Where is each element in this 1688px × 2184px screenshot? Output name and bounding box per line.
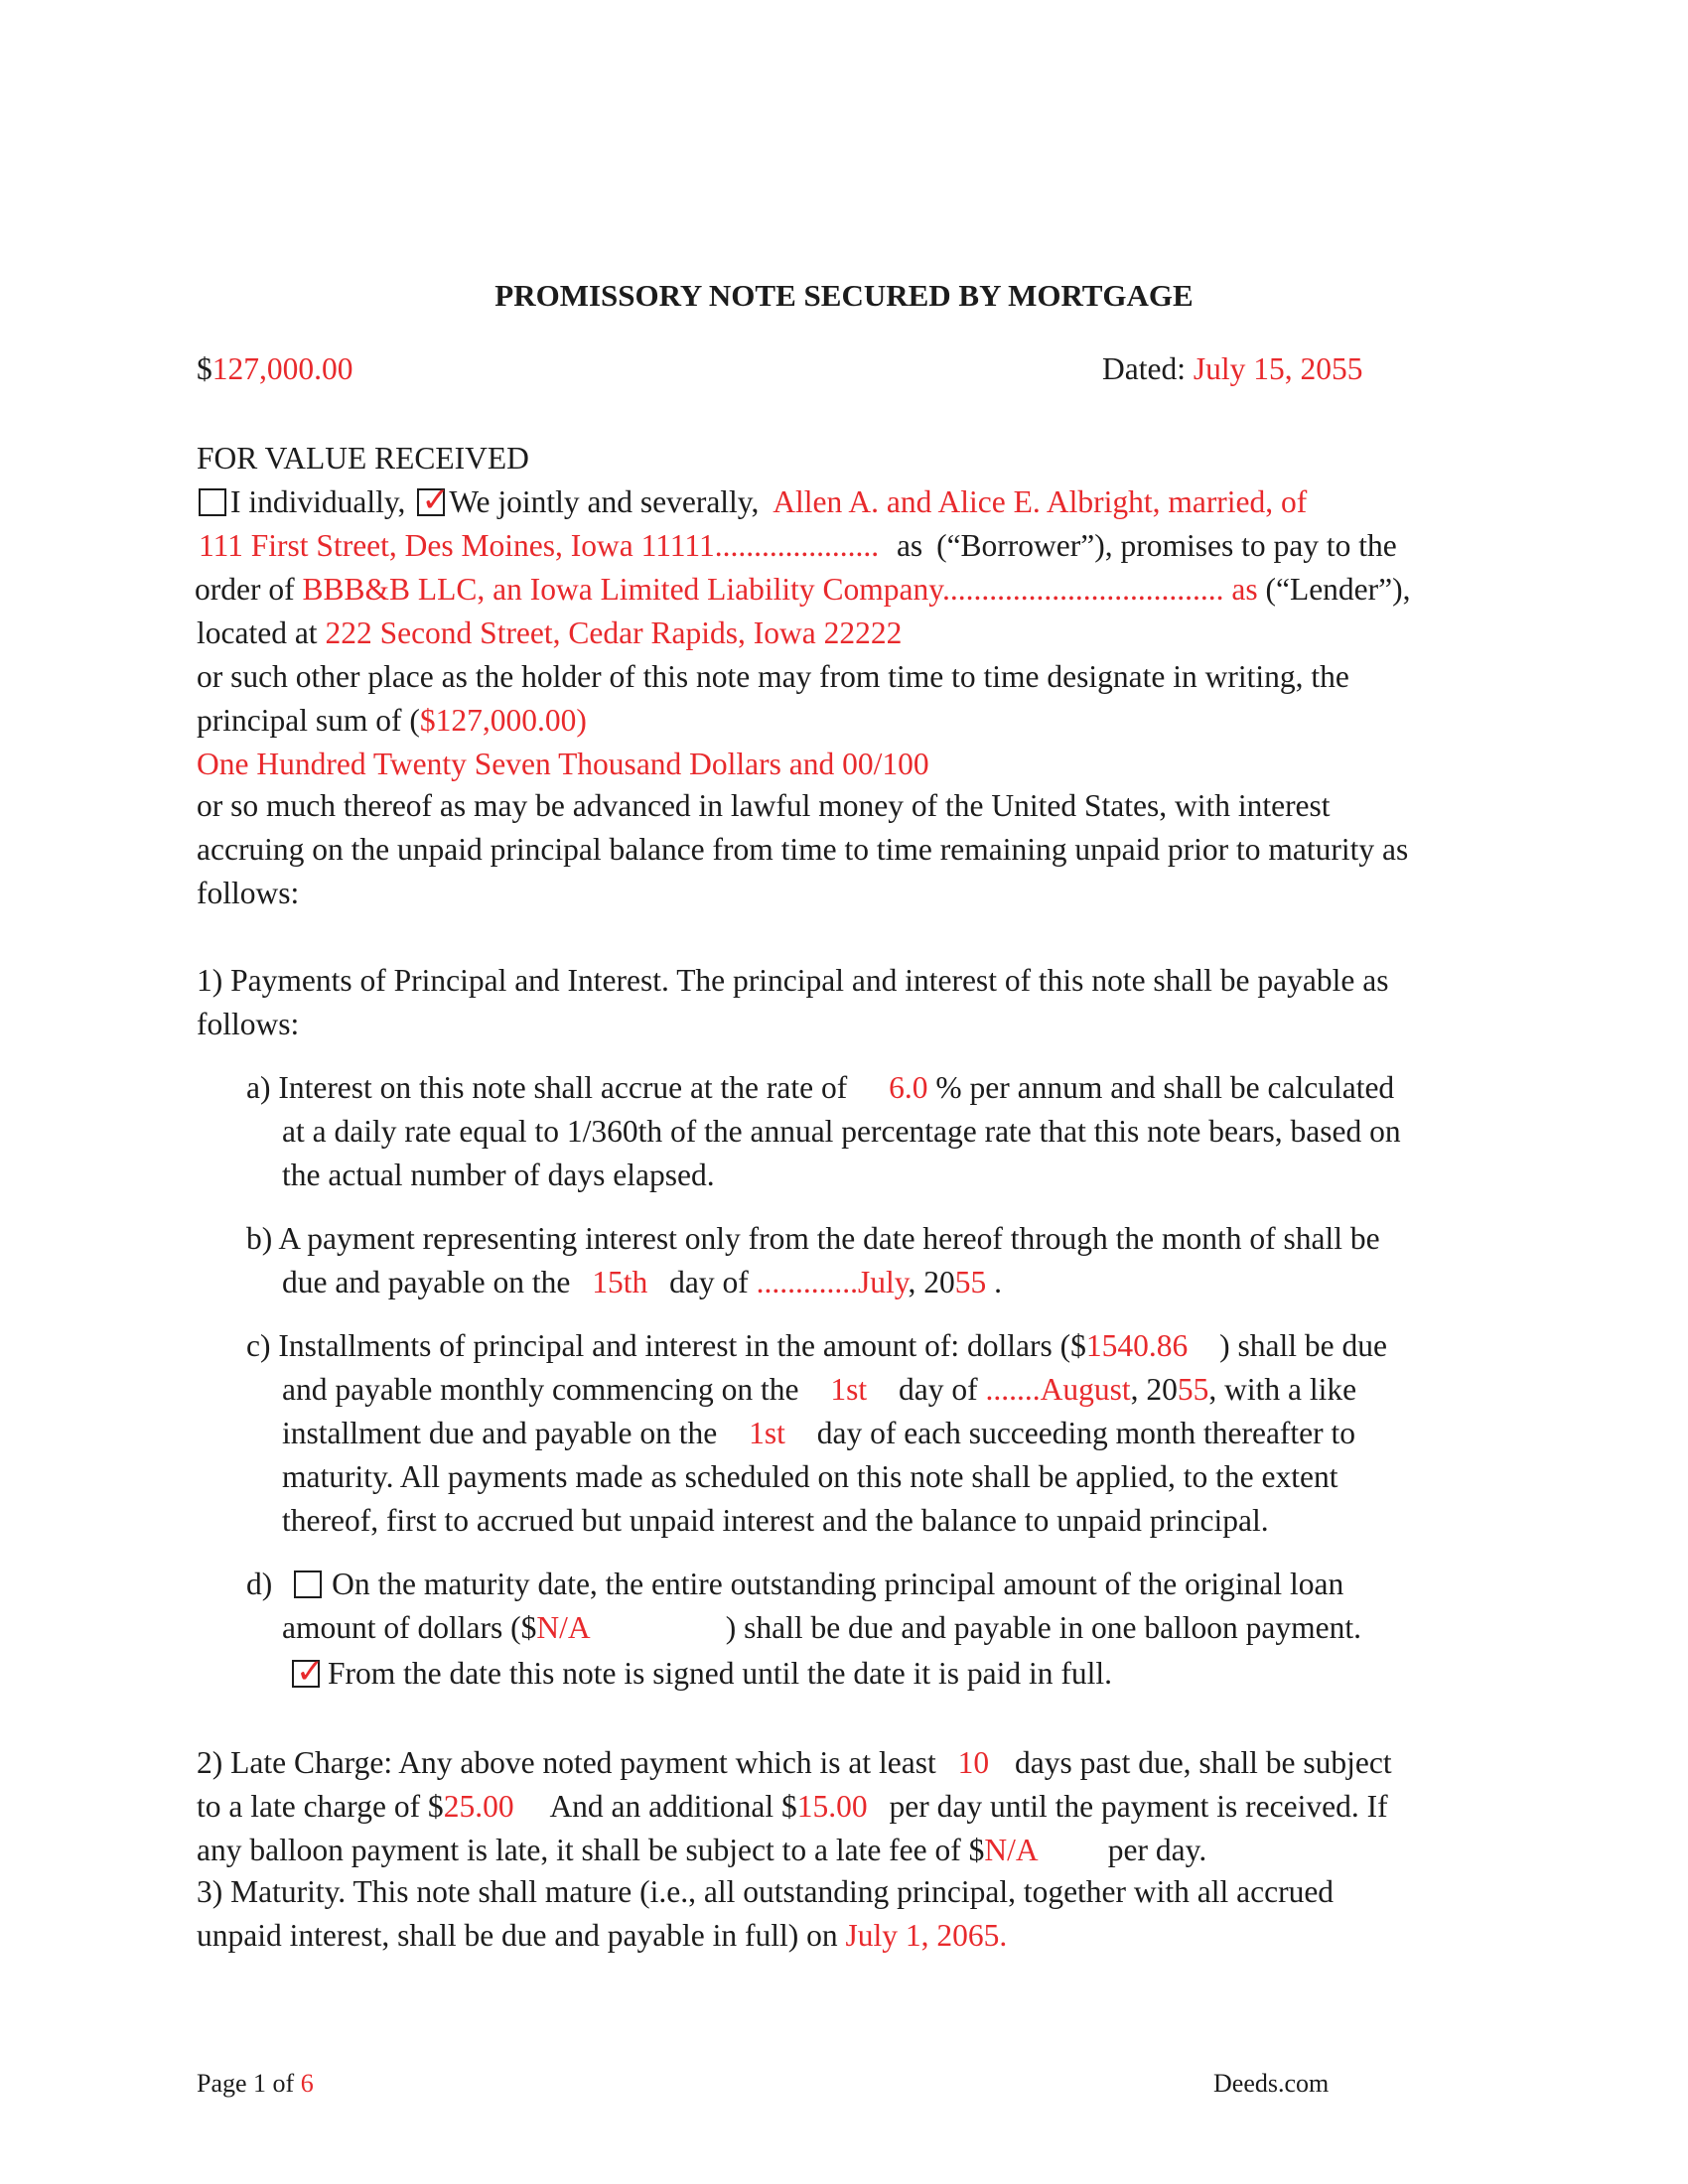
item-b-year-pre: , 20 [908,1265,955,1299]
item-d-line-1 [246,1565,1343,1604]
individually-label: I individually, [230,484,406,519]
s2-l3-pre: any balloon payment is late, it shall be subject to a late fee of $ [197,1833,985,1867]
borrower-as: as [896,528,923,563]
succeeding-day: 1st [749,1416,785,1450]
interest-only-month: .............July [756,1265,909,1299]
lender-text: (“Lender”), [1265,572,1411,607]
item-b-end: . [994,1265,1002,1299]
balloon-payment-checkbox[interactable] [294,1570,322,1598]
item-b-line-2 [282,1263,1002,1302]
dated-value: July 15, 2055 [1193,351,1363,386]
section-2-line-3 [197,1831,1206,1870]
item-a-pre: a) Interest on this note shall accrue at the rate of [246,1070,848,1105]
item-a-line-2: at a daily rate equal to 1/360th of the annual percentage rate that this note bears, based on [282,1114,1401,1149]
lender-address: 222 Second Street, Cedar Rapids, Iowa 22222 [325,615,903,650]
item-c-dayof: day of [899,1372,978,1407]
commencing-month: .......August [985,1372,1131,1407]
item-c-l3-post: day of each succeeding month thereafter to [816,1416,1356,1450]
section-3-line-1: 3) Maturity. This note shall mature (i.e., all outstanding principal, together with all accrued [197,1874,1335,1909]
balloon-amount: N/A [536,1610,589,1645]
installment-amount: 1540.86 [1085,1328,1189,1363]
dated-line [1102,349,1362,389]
s2-l2-pre: to a late charge of $ [197,1789,444,1824]
check-mark-icon: ✓ [421,480,450,520]
lender-address-line [197,614,902,653]
item-b-line-1: b) A payment representing interest only from the date hereof through the month of shall be [246,1221,1380,1256]
late-days: 10 [957,1745,990,1780]
section-1-line-1: 1) Payments of Principal and Interest. The principal and interest of this note shall be payable as [197,963,1389,998]
lender-name: BBB&B LLC, an Iowa Limited Liability Company.................................... [302,572,1224,607]
jointly-label: We jointly and severally, [449,484,760,519]
item-c-line-2 [282,1370,1356,1410]
principal-prefix: principal sum of ( [197,703,420,738]
individually-checkbox[interactable] [199,488,226,516]
footer-brand: Deeds.com [1213,2069,1330,2098]
s2-l2-mid: And an additional $ [549,1789,797,1824]
item-b-dayof: day of [669,1265,749,1299]
item-c-post: ) shall be due [1219,1328,1387,1363]
item-c-l2-post: , with a like [1208,1372,1357,1407]
lender-line [195,570,1411,610]
order-of: order of [195,572,295,607]
item-c-line-5: thereof, first to accrued but unpaid interest and the balance to unpaid principal. [282,1503,1269,1538]
jointly-checkbox[interactable] [417,480,450,520]
paid-in-full-checkbox[interactable] [292,1652,325,1692]
interest-only-year: 55 [954,1265,987,1299]
commencing-day: 1st [830,1372,868,1407]
item-a-post: % per annum and shall be calculated [935,1070,1395,1105]
item-d-option-2-text: From the date this note is signed until the date it is paid in full. [328,1656,1113,1691]
item-a-line-3: the actual number of days elapsed. [282,1158,715,1192]
s2-l3-post: per day. [1107,1833,1207,1867]
s2-l2-post: per day until the payment is received. If [889,1789,1388,1824]
borrower-address-line [199,526,1397,566]
note-amount: 127,000.00 [211,351,353,386]
item-c-l3-pre: installment due and payable on the [282,1416,718,1450]
item-c-l2-pre: and payable monthly commencing on the [282,1372,799,1407]
principal-words: One Hundred Twenty Seven Thousand Dollars and 00/100 [197,747,929,781]
advanced-line-1: or so much thereof as may be advanced in lawful money of the United States, with interest [197,788,1331,823]
borrower-names: Allen A. and Alice E. Albright, married, of [773,484,1308,519]
advanced-line-2: accruing on the unpaid principal balance from time to time remaining unpaid prior to maturity as [197,832,1409,867]
interest-only-day: 15th [592,1265,648,1299]
check-mark-icon: ✓ [296,1652,325,1692]
page-number-label: Page 1 of [197,2069,295,2098]
page-number [197,2067,314,2101]
item-d-label: d) [246,1567,273,1601]
for-value-received: FOR VALUE RECEIVED [197,441,529,476]
dated-label: Dated: [1102,351,1186,386]
item-b-pre: due and payable on the [282,1265,571,1299]
principal-line [197,701,587,741]
balloon-late-fee: N/A [984,1833,1037,1867]
item-d-line-2 [282,1608,1361,1648]
borrower-address: 111 First Street, Des Moines, Iowa 11111..................... [199,528,880,563]
s3-l2-pre: unpaid interest, shall be due and payable in full) on [197,1918,838,1953]
item-c-line-3 [282,1414,1355,1453]
amount-prefix: $ [197,351,212,386]
section-2-line-1 [197,1743,1392,1783]
borrower-type-line [199,482,1307,522]
section-1-line-2: follows: [197,1007,300,1041]
item-c-line-4: maturity. All payments made as scheduled on this note shall be applied, to the extent [282,1459,1338,1494]
item-d-option-2 [292,1654,1112,1694]
page-total: 6 [300,2069,314,2098]
page-title: PROMISSORY NOTE SECURED BY MORTGAGE [494,278,1194,313]
commencing-year: 55 [1177,1372,1209,1407]
section-2-line-2 [197,1787,1388,1827]
item-d-l2-pre: amount of dollars ($ [282,1610,537,1645]
s2-l1-post: days past due, shall be subject [1014,1745,1392,1780]
located-at: located at [197,615,318,650]
other-place-line: or such other place as the holder of this note may from time to time designate in writing, the [197,659,1349,694]
borrower-text: (“Borrower”), promises to pay to the [936,528,1397,563]
item-d-text: On the maturity date, the entire outstanding principal amount of the original loan [332,1567,1344,1601]
late-charge: 25.00 [443,1789,514,1824]
item-c-pre: c) Installments of principal and interest in the amount of: dollars ($ [246,1328,1086,1363]
item-d-l2-post: ) shall be due and payable in one balloon payment. [725,1610,1362,1645]
advanced-line-3: follows: [197,876,300,910]
additional-charge: 15.00 [796,1789,868,1824]
note-amount-line [197,349,353,389]
item-a-line-1 [246,1068,1394,1108]
maturity-date: July 1, 2065. [845,1918,1008,1953]
item-c-line-1 [246,1326,1387,1366]
lender-as: as [1231,572,1258,607]
item-c-year-pre: , 20 [1130,1372,1178,1407]
principal-value: $127,000.00) [419,703,587,738]
s2-l1-pre: 2) Late Charge: Any above noted payment which is at least [197,1745,936,1780]
interest-rate: 6.0 [889,1070,928,1105]
section-3-line-2 [197,1916,1007,1956]
